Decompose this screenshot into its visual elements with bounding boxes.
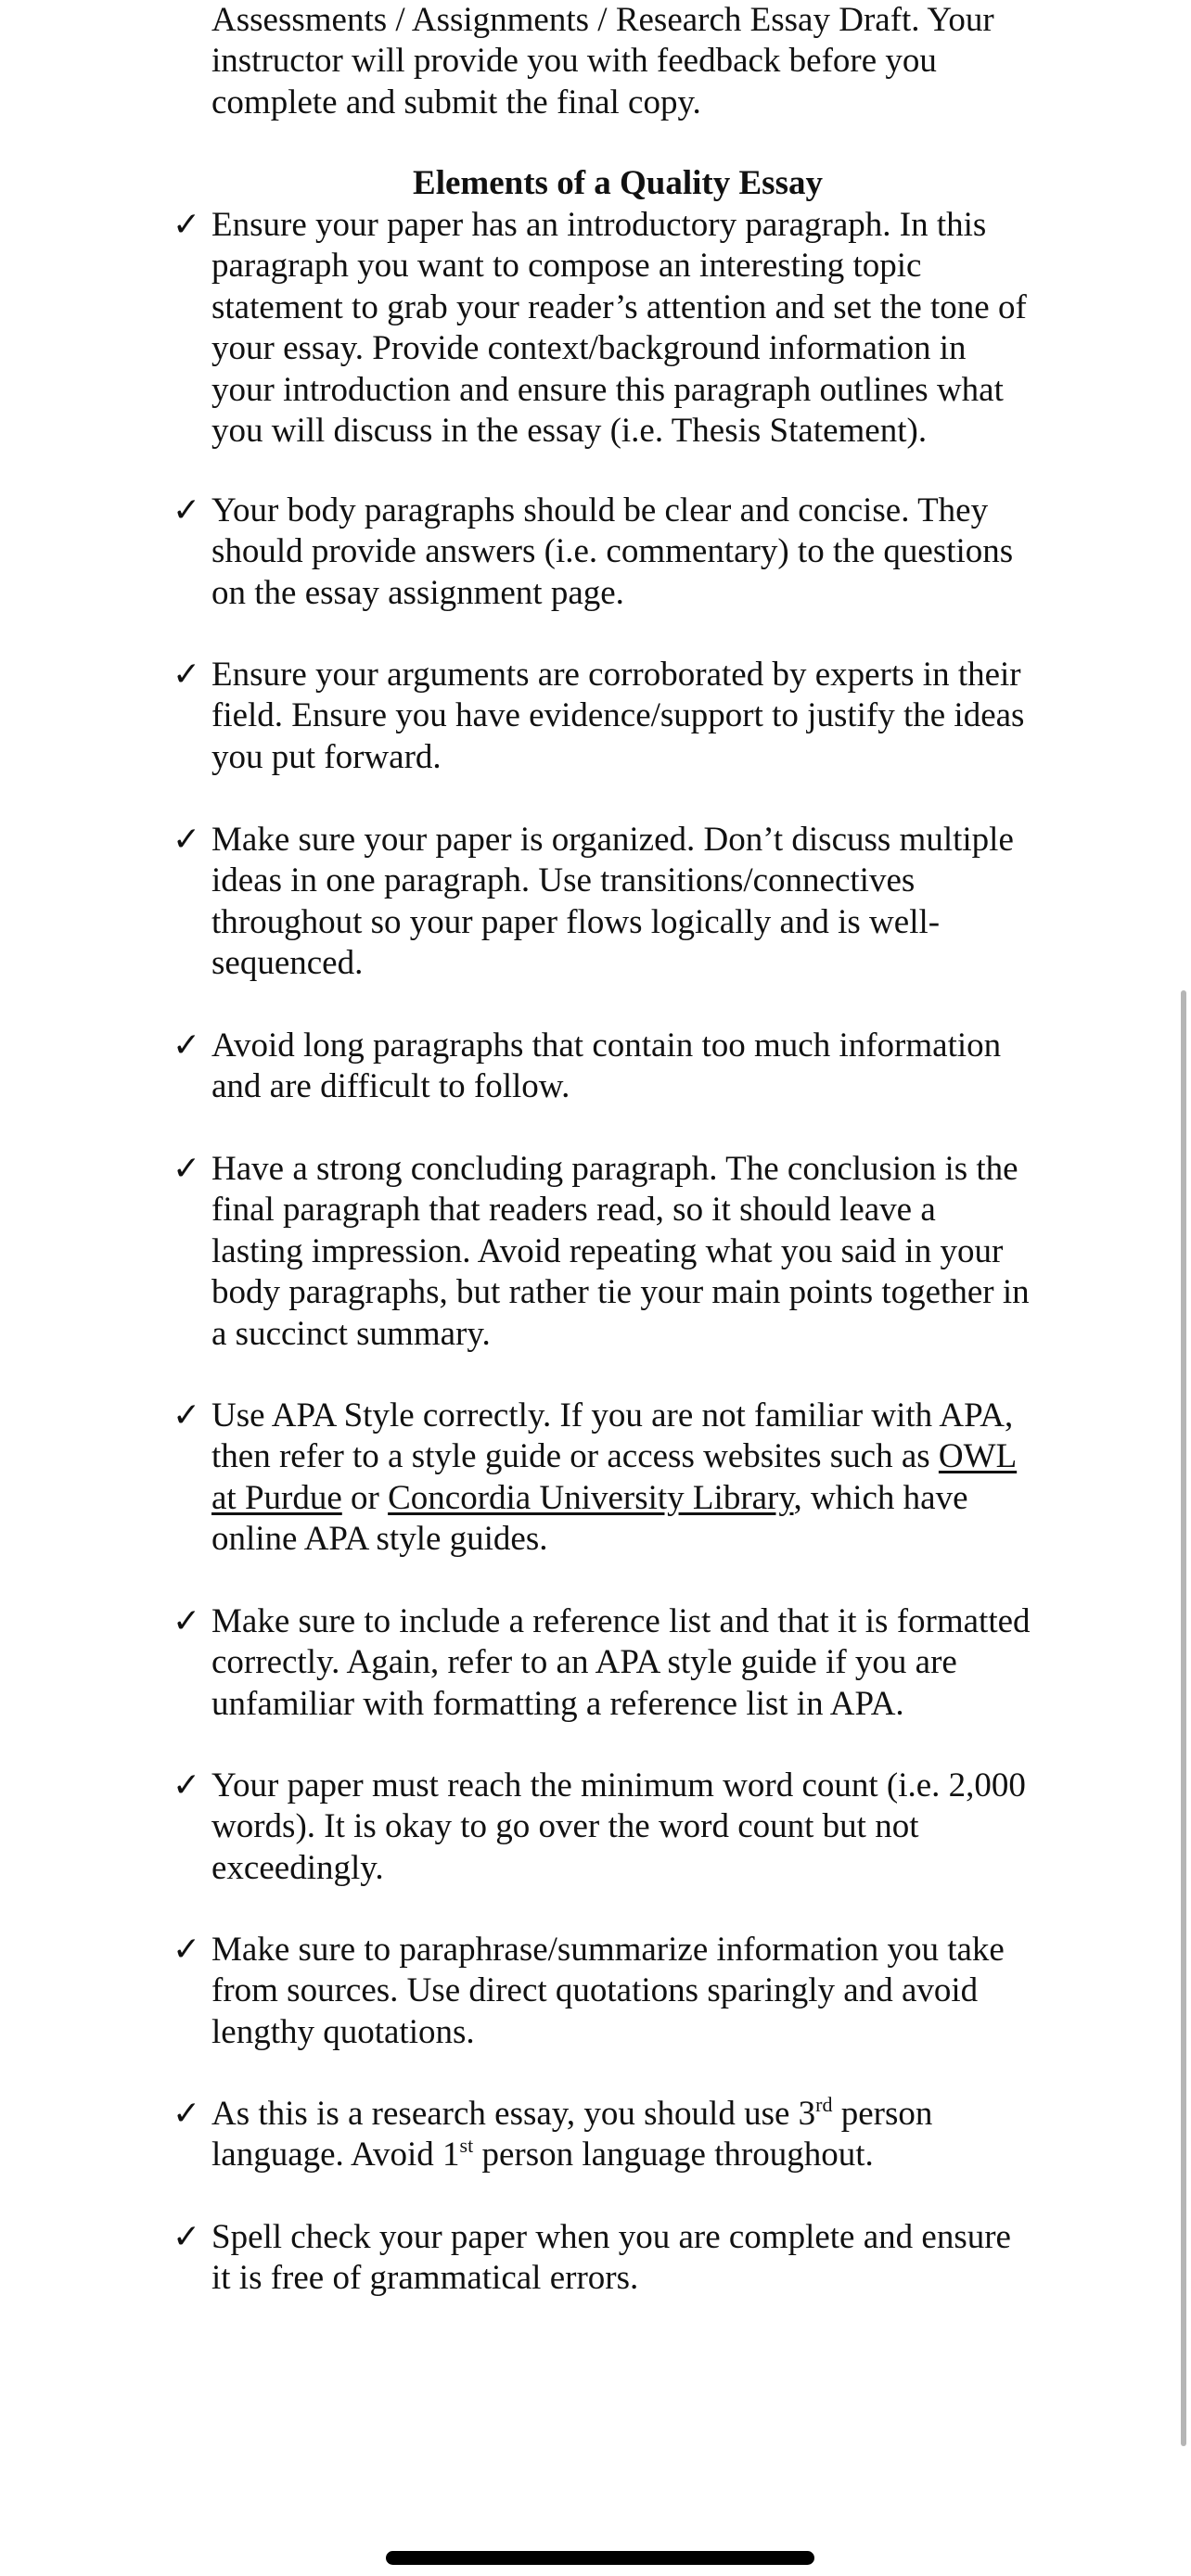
text-line: online APA style guides. — [211, 1520, 548, 1559]
home-indicator[interactable] — [386, 2551, 814, 2565]
intro-paragraph — [211, 0, 1046, 123]
text-line: Use APA Style correctly. If you are not familiar with APA, — [211, 1396, 1014, 1435]
text-line: sequenced. — [211, 944, 364, 983]
section-heading — [0, 163, 1191, 204]
text-line — [211, 2135, 1065, 2175]
ordinal-superscript: st — [459, 2134, 474, 2158]
text-line: exceedingly. — [211, 1848, 384, 1887]
text-line: you will discuss in the essay (i.e. Thesis Statement). — [211, 412, 928, 451]
owl-purdue-link[interactable]: OWL — [938, 1437, 1018, 1476]
checkmark-icon: ✓ — [173, 1396, 201, 1435]
text-line: final paragraph that readers read, so it should leave a — [211, 1191, 936, 1230]
text-line: lengthy quotations. — [211, 2012, 475, 2051]
text-line: lasting impression. Avoid repeating what you said in your — [211, 1231, 1004, 1270]
text-line: Have a strong concluding paragraph. The conclusion is the — [211, 1150, 1018, 1188]
text-segment: or — [341, 1478, 389, 1517]
text-line: a succinct summary. — [211, 1314, 491, 1353]
text-line: words). It is okay to go over the word count but not — [211, 1807, 919, 1846]
text-line: on the essay assignment page. — [211, 573, 624, 612]
text-line: Ensure your arguments are corroborated by experts in their — [211, 656, 1021, 694]
text-line: Make sure to include a reference list and that it is formatted — [211, 1602, 1031, 1640]
text-line: Your body paragraphs should be clear and concise. They — [211, 491, 989, 529]
text-line: paragraph you want to compose an interesting topic — [211, 247, 922, 286]
text-segment: , which have — [793, 1478, 968, 1517]
heading-text: Elements of a Quality Essay — [413, 164, 823, 202]
text-line: body paragraphs, but rather tie your main points together in — [211, 1273, 1030, 1312]
text-segment: person — [832, 2095, 933, 2133]
text-line: it is free of grammatical errors. — [211, 2259, 639, 2298]
text-line: ideas in one paragraph. Use transitions/connectives — [211, 861, 916, 900]
checkmark-icon: ✓ — [173, 1766, 201, 1804]
concordia-library-link[interactable]: Concordia University Library — [388, 1478, 794, 1517]
text-line: field. Ensure you have evidence/support to justify the ideas — [211, 696, 1025, 735]
checkmark-icon: ✓ — [173, 2218, 201, 2256]
text-line: your essay. Provide context/background information in — [211, 329, 967, 368]
text-segment: As this is a research essay, you should use 3 — [211, 2095, 816, 2133]
text-line: throughout so your paper flows logically and is well- — [211, 902, 941, 941]
checkmark-icon: ✓ — [173, 821, 201, 859]
text-line: Your paper must reach the minimum word count (i.e. 2,000 — [211, 1766, 1026, 1804]
text-segment: then refer to a style guide or access websites such as — [211, 1437, 939, 1476]
text-line: and are difficult to follow. — [211, 1067, 570, 1106]
text-line: correctly. Again, refer to an APA style guide if you are — [211, 1643, 957, 1682]
text-line: Spell check your paper when you are complete and ensure — [211, 2218, 1011, 2256]
checkmark-icon: ✓ — [173, 1602, 201, 1640]
text-line — [211, 2094, 1065, 2135]
text-line — [211, 1478, 1065, 1519]
text-line: from sources. Use direct quotations sparingly and avoid — [211, 1971, 979, 2010]
owl-purdue-link-continued[interactable]: at Purdue — [211, 1478, 342, 1517]
text-segment: person language throughout. — [473, 2136, 874, 2174]
text-line: statement to grab your reader’s attention and set the tone of — [211, 287, 1027, 326]
checkmark-icon: ✓ — [173, 656, 201, 694]
text-line: Ensure your paper has an introductory paragraph. In this — [211, 206, 987, 244]
text-line: unfamiliar with formatting a reference list in APA. — [211, 1684, 904, 1723]
text-line: Make sure your paper is organized. Don’t discuss multiple — [211, 821, 1014, 859]
text-segment: language. Avoid 1 — [211, 2136, 460, 2174]
checkmark-icon: ✓ — [173, 2095, 201, 2133]
checkmark-icon: ✓ — [173, 1027, 201, 1065]
vertical-scrollbar[interactable] — [1181, 990, 1186, 2446]
checkmark-icon: ✓ — [173, 1150, 201, 1188]
checkmark-icon: ✓ — [173, 491, 201, 529]
text-line: Make sure to paraphrase/summarize information you take — [211, 1931, 1005, 1969]
checkmark-icon: ✓ — [173, 1931, 201, 1969]
text-line: instructor will provide you with feedback before you — [211, 42, 937, 81]
text-line: should provide answers (i.e. commentary) to the questions — [211, 532, 1014, 571]
text-line: Assessments / Assignments / Research Essay Draft. Your — [211, 1, 994, 39]
ordinal-superscript: rd — [815, 2093, 833, 2116]
text-line — [211, 1436, 1065, 1477]
text-line: Avoid long paragraphs that contain too much information — [211, 1027, 1002, 1065]
text-line: your introduction and ensure this paragraph outlines what — [211, 370, 1004, 409]
checkmark-icon: ✓ — [173, 206, 201, 244]
text-line: you put forward. — [211, 737, 442, 776]
text-line: complete and submit the final copy. — [211, 83, 701, 121]
